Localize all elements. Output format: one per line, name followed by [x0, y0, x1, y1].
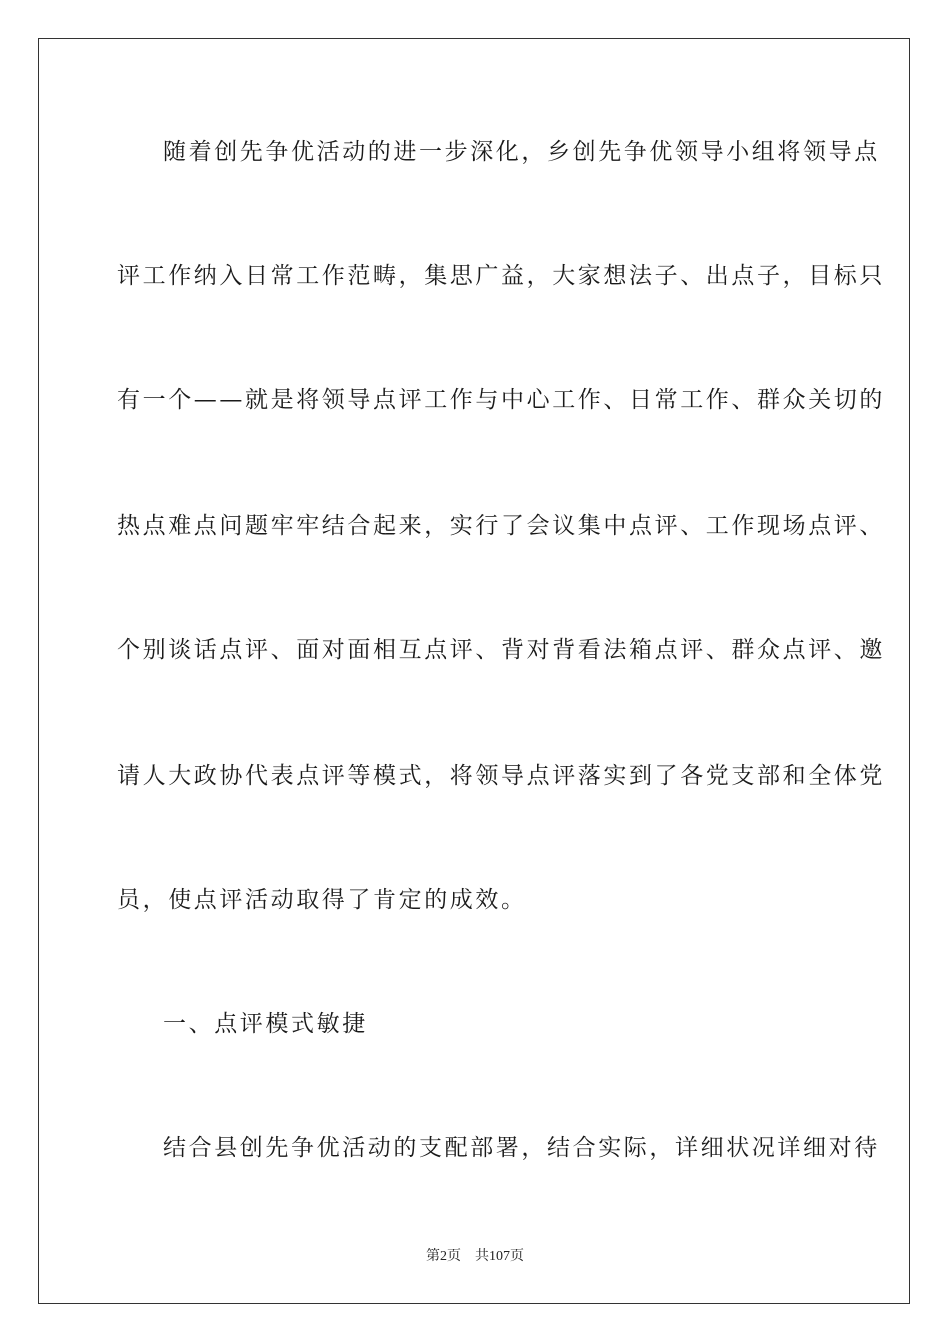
paragraph-line: 个别谈话点评、面对面相互点评、背对背看法箱点评、群众点评、邀	[117, 637, 885, 663]
page-border	[38, 38, 910, 1304]
paragraph-line: 结合县创先争优活动的支配部署，结合实际，详细状况详细对待	[163, 1135, 880, 1161]
paragraph-line: 热点难点问题牢牢结合起来，实行了会议集中点评、工作现场点评、	[117, 513, 885, 539]
paragraph-line: 有一个——就是将领导点评工作与中心工作、日常工作、群众关切的	[117, 387, 885, 413]
page-number: 第2页	[426, 1249, 461, 1264]
section-heading: 一、点评模式敏捷	[163, 1011, 368, 1037]
paragraph-line: 随着创先争优活动的进一步深化，乡创先争优领导小组将领导点	[163, 139, 880, 165]
page-footer	[0, 1248, 950, 1266]
paragraph-line: 员，使点评活动取得了肯定的成效。	[117, 887, 527, 913]
page-total: 共107页	[475, 1249, 524, 1264]
paragraph-line: 请人大政协代表点评等模式，将领导点评落实到了各党支部和全体党	[117, 763, 885, 789]
paragraph-line: 评工作纳入日常工作范畴，集思广益，大家想法子、出点子，目标只	[117, 263, 885, 289]
